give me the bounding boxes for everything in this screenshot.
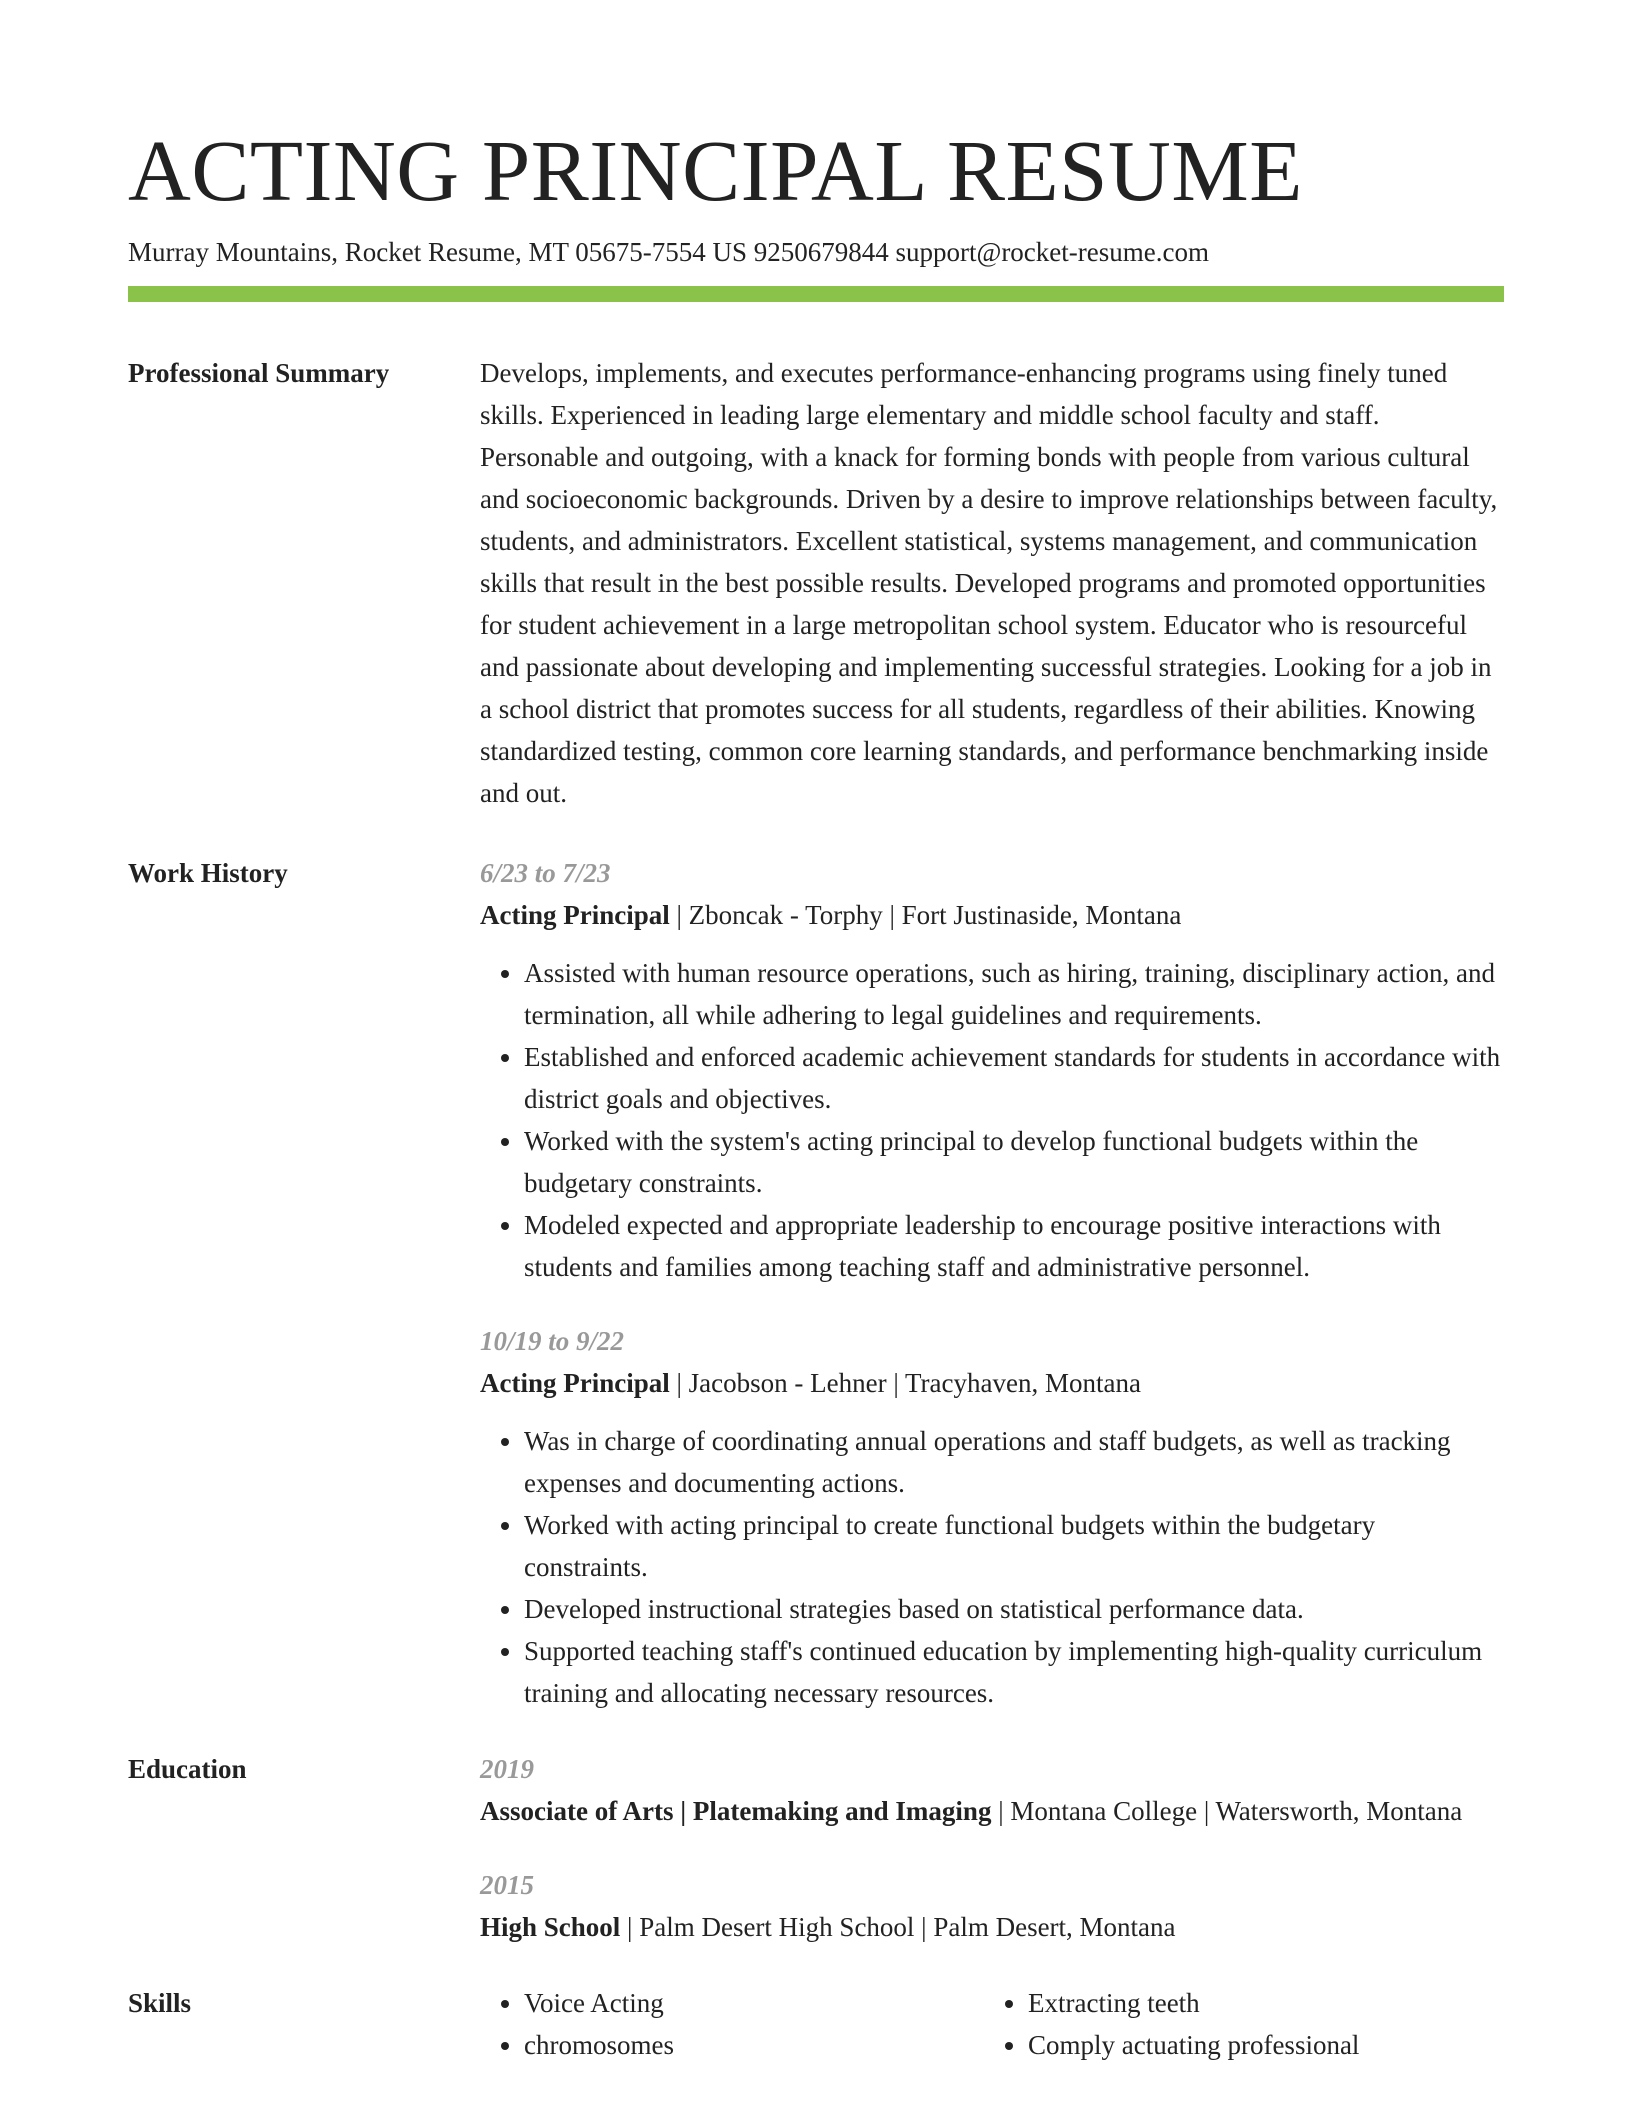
job-bullets — [480, 952, 1504, 1288]
education-body — [480, 1748, 1504, 1948]
section-label-work-history: Work History — [128, 858, 288, 888]
list-item: • Developed instructional strategies based on statistical performance data. — [524, 1588, 1504, 1630]
education-year: 2019 — [480, 1754, 534, 1784]
job-role-line — [480, 894, 1504, 936]
list-item: • Supported teaching staff's continued education by implementing high-quality curriculum training and allocating necessary resources. — [524, 1630, 1504, 1714]
resume-page — [128, 0, 1504, 2066]
job-title: Acting Principal — [480, 1368, 670, 1398]
education-line — [480, 1790, 1504, 1832]
job-dates: 6/23 to 7/23 — [480, 858, 611, 888]
education-details: | Montana College | Watersworth, Montana — [991, 1796, 1463, 1826]
skills-body — [480, 1982, 1504, 2066]
list-item: • Modeled expected and appropriate leadership to encourage positive interactions with students and families among teaching staff and administrative personnel. — [524, 1204, 1504, 1288]
list-item: • Extracting teeth — [1028, 1982, 1488, 2024]
resume-title: ACTING PRINCIPAL RESUME — [128, 122, 1303, 219]
section-label-summary: Professional Summary — [128, 358, 390, 388]
list-item: • Comply actuating professional — [1028, 2024, 1488, 2066]
header-divider — [128, 286, 1504, 302]
education-entry — [480, 1864, 1504, 1948]
education-details: | Palm Desert High School | Palm Desert, Montana — [620, 1912, 1176, 1942]
section-label-skills: Skills — [128, 1988, 192, 2018]
job-details: | Jacobson - Lehner | Tracyhaven, Montana — [669, 1368, 1141, 1398]
list-item: • chromosomes — [524, 2024, 984, 2066]
list-item: • Established and enforced academic achievement standards for students in accordance with district goals and objectives. — [524, 1036, 1504, 1120]
education-degree: Associate of Arts | Platemaking and Imaging — [480, 1796, 992, 1826]
job-dates: 10/19 to 9/22 — [480, 1326, 625, 1356]
summary-section — [128, 352, 1504, 814]
job-entry — [480, 852, 1504, 1288]
skills-section — [128, 1982, 1504, 2066]
list-item: • Voice Acting — [524, 1982, 984, 2024]
education-year: 2015 — [480, 1870, 534, 1900]
work-history-body — [480, 852, 1504, 1714]
job-role-line — [480, 1362, 1504, 1404]
list-item: • Worked with the system's acting principal to develop functional budgets within the budgetary constraints. — [524, 1120, 1504, 1204]
job-bullets — [480, 1420, 1504, 1714]
skills-list-left — [480, 1982, 984, 2066]
skills-grid — [480, 1982, 1504, 2066]
list-item: • Assisted with human resource operations, such as hiring, training, disciplinary action, and termination, all while adhering to legal guidelines and requirements. — [524, 952, 1504, 1036]
education-line — [480, 1906, 1504, 1948]
education-entry — [480, 1748, 1504, 1832]
skills-list-right — [984, 1982, 1488, 2066]
list-item: • Was in charge of coordinating annual operations and staff budgets, as well as tracking expenses and documenting actions. — [524, 1420, 1504, 1504]
work-history-section — [128, 852, 1504, 1714]
education-section — [128, 1748, 1504, 1948]
job-title: Acting Principal — [480, 900, 670, 930]
job-details: | Zboncak - Torphy | Fort Justinaside, Montana — [669, 900, 1182, 930]
contact-line: Murray Mountains, Rocket Resume, MT 05675-7554 US 9250679844 support@rocket-resume.com — [128, 237, 1209, 267]
section-label-education: Education — [128, 1754, 247, 1784]
job-entry — [480, 1320, 1504, 1714]
list-item: • Worked with acting principal to create functional budgets within the budgetary constraints. — [524, 1504, 1504, 1588]
summary-text: Develops, implements, and executes performance-enhancing programs using finely tuned skills. Experienced in leading large elementary and middle school faculty and staff. Personable and outgoing, with a knack for forming bonds with people from various cultural and socioeconomic backgrounds. Driven by a desire to improve relationships between faculty, students, and administrators. Excellent statistical, systems management, and communication skills that result in the best possible results. Developed programs and promoted opportunities for student achievement in a large metropolitan school system. Educator who is resourceful and passionate about developing and implementing successful strategies. Looking for a job in a school district that promotes success for all students, regardless of their abilities. Knowing standardized testing, common core learning standards, and performance benchmarking inside and out. — [480, 358, 1498, 808]
education-degree: High School — [480, 1912, 621, 1942]
